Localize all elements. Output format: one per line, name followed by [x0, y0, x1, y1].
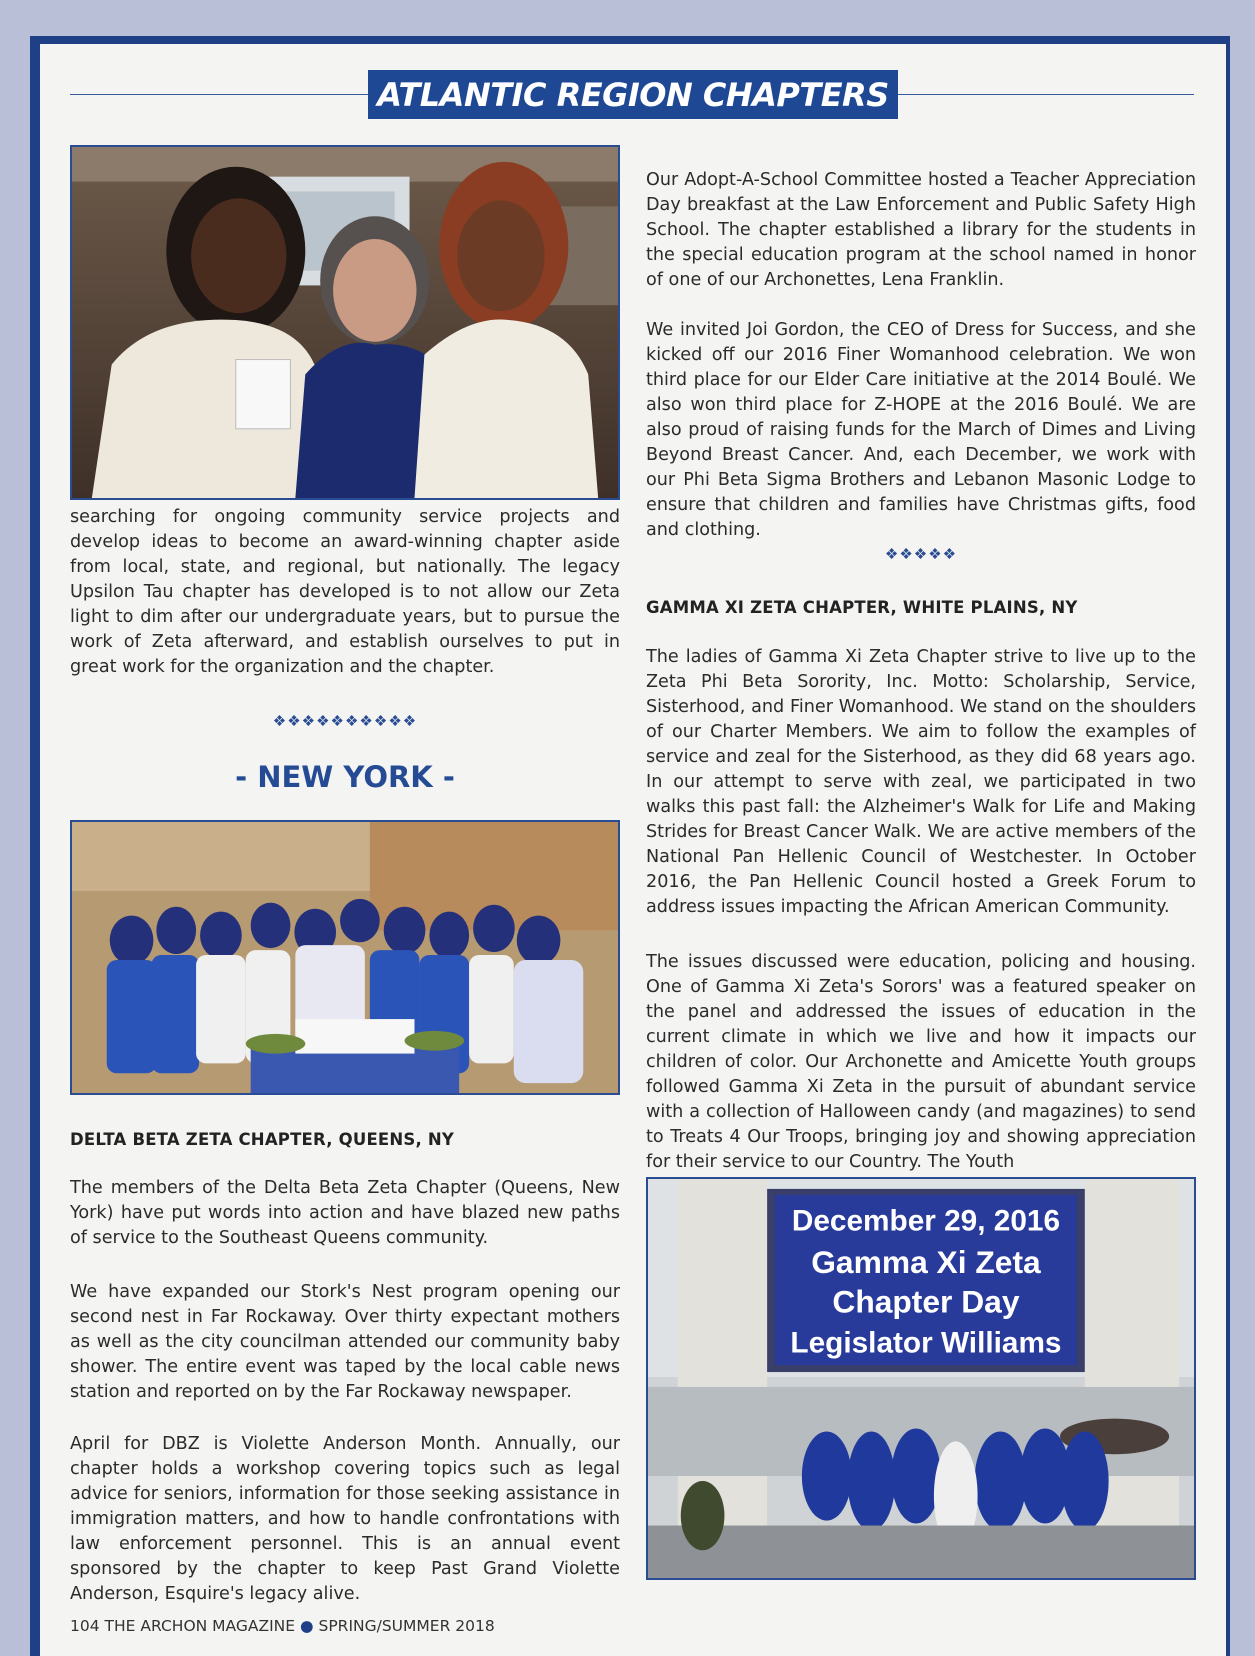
- right-paragraph-gxz-2: The issues discussed were education, policing and housing. One of Gamma Xi Zeta's Sorors' was a featured speaker on the panel and addressed the issues of education in the current climate in which we live and how it impacts our children of color. Our Archonette and Amicette Youth groups followed Gamma Xi Zeta in the pursuit of abundant service with a collection of Halloween candy (and magazines) to send to Treats 4 Our Troops, bringing joy and showing appreciation for their service to our Country. The Youth: [646, 952, 1196, 1172]
- left-paragraph-dbz-2: We have expanded our Stork's Nest program opening our second nest in Far Rockaway. Over thirty expectant mothers as well as the city councilman attended our community baby shower. The entire event was taped by the local cable news station and reported on by the Far Rockaway newspaper.: [70, 1282, 620, 1402]
- page-number: 104: [70, 1617, 100, 1635]
- header-rule-right: [898, 94, 1194, 95]
- right-paragraph-1: Our Adopt-A-School Committee hosted a Teacher Appreciation Day breakfast at the Law Enforcement and Public Safety High School. The chapter established a library for the students in the special education program at the school named in honor of one of our Archonettes, Lena Franklin.: [646, 170, 1196, 290]
- right-ornament-divider: ❖❖❖❖❖: [884, 546, 958, 563]
- sign-line-1: December 29, 2016: [791, 1204, 1061, 1238]
- sign-line-2: Gamma Xi Zeta: [811, 1244, 1041, 1281]
- sign-line-3: Chapter Day: [832, 1283, 1020, 1320]
- right-paragraph-2: We invited Joi Gordon, the CEO of Dress for Success, and she kicked off our 2016 Finer Womanhood celebration. We won third place for our Elder Care initiative at the 2014 Boulé. We also won third place for Z-HOPE at the 2016 Boulé. We are also proud of raising funds for the March of Dimes and Living Beyond Breast Cancer. And, each December, we work with our Phi Beta Sigma Brothers and Lebanon Masonic Lodge to ensure that children and families have Christmas gifts, food and clothing.: [646, 320, 1196, 540]
- header-rule-left: [70, 94, 368, 95]
- photo-chapter-day-sign: [646, 1177, 1196, 1580]
- photo-three-women: [70, 145, 620, 500]
- issue-name: SPRING/SUMMER 2018: [318, 1617, 495, 1635]
- section-header: [368, 70, 898, 119]
- right-paragraph-gxz-1: The ladies of Gamma Xi Zeta Chapter strive to live up to the Zeta Phi Beta Sorority, Inc. Motto: Scholarship, Service, Sisterhood, and Finer Womanhood. We stand on the shoulders of our Charter Members. We aim to follow the examples of service and zeal for the Sisterhood, as they did 68 years ago. In our attempt to serve with zeal, we participated in two walks this past fall: the Alzheimer's Walk for Life and Making Strides for Breast Cancer Walk. We are active members of the National Pan Hellenic Council of Westchester. In October 2016, the Pan Hellenic Council hosted a Greek Forum to address issues impacting the African American Community.: [646, 647, 1196, 917]
- section-header-title: ATLANTIC REGION CHAPTERS: [377, 75, 889, 114]
- heading-delta-beta-zeta: DELTA BETA ZETA CHAPTER, QUEENS, NY: [70, 1130, 455, 1149]
- left-paragraph-dbz-1: The members of the Delta Beta Zeta Chapter (Queens, New York) have put words into action and have blazed new paths of service to the Southeast Queens community.: [70, 1178, 620, 1248]
- heading-gamma-xi-zeta: GAMMA XI ZETA CHAPTER, WHITE PLAINS, NY: [646, 598, 1078, 617]
- new-york-title: - NEW YORK -: [235, 760, 455, 794]
- magazine-name: THE ARCHON MAGAZINE: [104, 1617, 296, 1635]
- left-paragraph-intro: searching for ongoing community service projects and develop ideas to become an award-winning chapter aside from local, state, and regional, but nationally. The legacy Upsilon Tau chapter has developed is to not allow our Zeta light to dim after our undergraduate years, but to pursue the work of Zeta afterward, and establish ourselves to put in great work for the organization and the chapter.: [70, 507, 620, 677]
- footer-bullet: ●: [300, 1617, 314, 1635]
- left-paragraph-dbz-3: April for DBZ is Violette Anderson Month. Annually, our chapter holds a workshop covering topics such as legal advice for seniors, information for those seeking assistance in immigration matters, and how to handle confrontations with law enforcement personnel. This is an annual event sponsored by the chapter to keep Past Grand Violette Anderson, Esquire's legacy alive.: [70, 1434, 620, 1604]
- photo-group-celebration: [70, 820, 620, 1095]
- left-ornament-divider: ❖❖❖❖❖❖❖❖❖❖: [272, 713, 418, 730]
- page-footer: [70, 1617, 495, 1635]
- sign-line-4: Legislator Williams: [790, 1326, 1062, 1360]
